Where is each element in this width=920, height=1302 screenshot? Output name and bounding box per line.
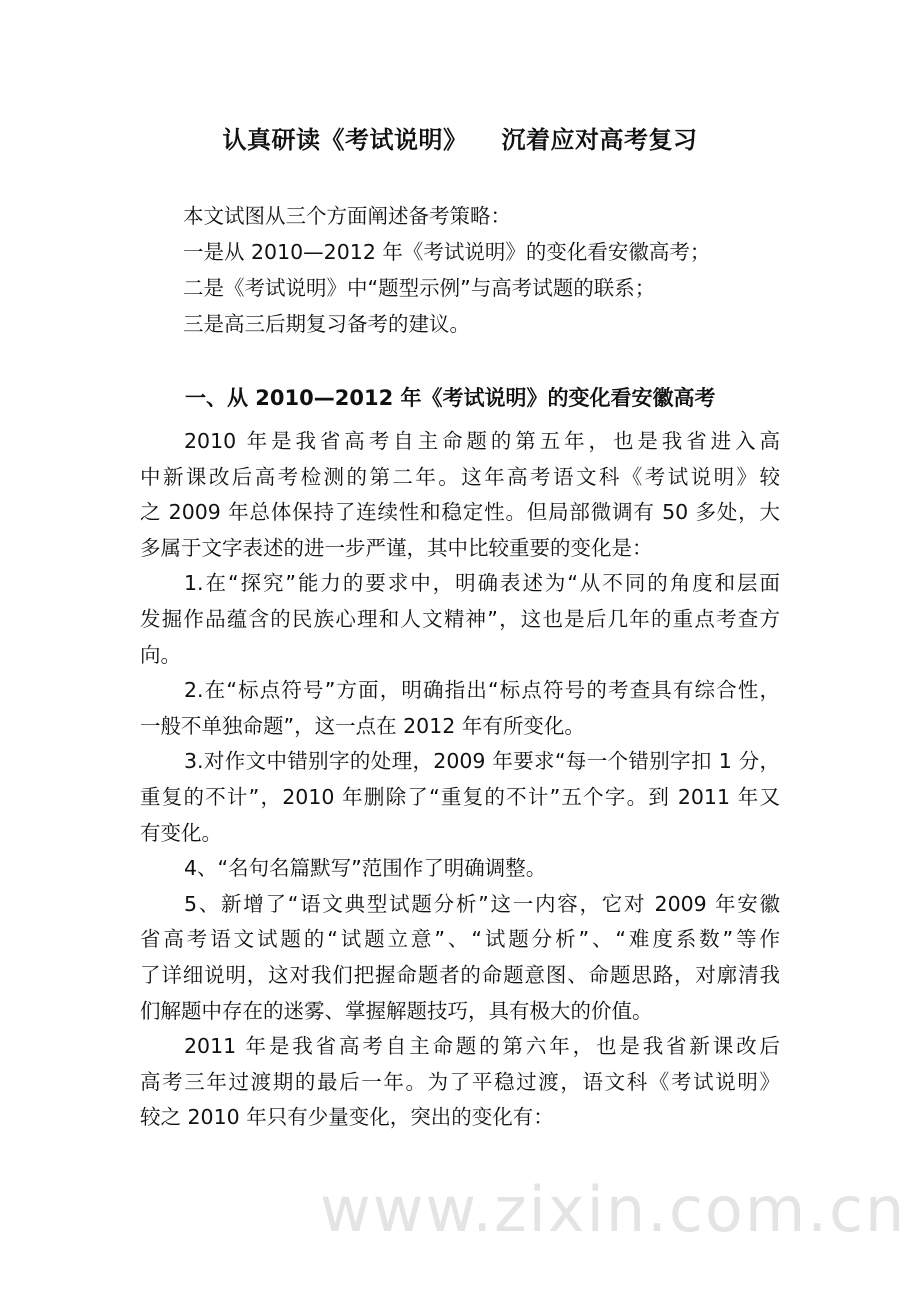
text-line: 省高考语文试题的“试题立意”、“试题分析”、“难度系数”等作: [140, 927, 780, 952]
paragraph: [140, 887, 780, 1029]
text-line: 向。: [140, 642, 181, 667]
text-line: 之 2009 年总体保持了连续性和稳定性。但局部微调有 50 多处，大: [140, 500, 780, 525]
intro-line: 一是从 2010—2012 年《考试说明》的变化看安徽高考；: [183, 240, 711, 264]
text-line: 2011 年是我省高考自主命题的第六年，也是我省新课改后: [184, 1034, 780, 1059]
text-line: 了详细说明，这对我们把握命题者的命题意图、命题思路，对廓清我: [140, 962, 780, 987]
text-line: 1.在“探究”能力的要求中，明确表述为“从不同的角度和层面: [184, 571, 780, 596]
text-line: 4、“名句名篇默写”范围作了明确调整。: [184, 856, 547, 881]
paragraph: [140, 566, 780, 673]
text-line: 高考三年过渡期的最后一年。为了平稳过渡，语文科《考试说明》: [140, 1069, 780, 1094]
paragraph: [140, 744, 780, 851]
title-part-2: 沉着应对高考复习: [501, 126, 698, 154]
text-line: 2.在“标点符号”方面，明确指出“标点符号的考查具有综合性，: [184, 678, 780, 703]
paragraph: [140, 1029, 780, 1136]
text-line: 有变化。: [140, 820, 222, 845]
text-line: 3.对作文中错别字的处理，2009 年要求“每一个错别字扣 1 分，: [184, 749, 780, 774]
document-title: [0, 120, 920, 155]
title-part-1: 认真研读《考试说明》: [222, 126, 468, 154]
text-line: 发掘作品蕴含的民族心理和人文精神”，这也是后几年的重点考查方: [140, 606, 780, 631]
intro-line: 二是《考试说明》中“题型示例”与高考试题的联系；: [183, 276, 656, 300]
text-line: 重复的不计”，2010 年删除了“重复的不计”五个字。到 2011 年又: [140, 784, 780, 809]
section-heading: 一、从 2010—2012 年《考试说明》的变化看安徽高考: [185, 386, 716, 410]
intro-line: 三是高三后期复习备考的建议。: [183, 312, 470, 336]
text-line: 多属于文字表述的进一步严谨，其中比较重要的变化是：: [140, 535, 653, 560]
body-text: [140, 424, 780, 1136]
paragraph: [140, 424, 780, 566]
text-line: 5、新增了“语文典型试题分析”这一内容，它对 2009 年安徽: [184, 891, 780, 916]
paragraph: [140, 673, 780, 744]
watermark: www.zixin.com.cn: [320, 1173, 907, 1246]
text-line: 一般不单独命题”，这一点在 2012 年有所变化。: [140, 713, 585, 738]
intro-line: 本文试图从三个方面阐述备考策略：: [183, 204, 511, 228]
text-line: 们解题中存在的迷雾、掌握解题技巧，具有极大的价值。: [140, 998, 653, 1023]
text-line: 较之 2010 年只有少量变化，突出的变化有：: [140, 1105, 554, 1130]
intro-list: [183, 198, 710, 342]
paragraph: [140, 851, 780, 887]
text-line: 中新课改后高考检测的第二年。这年高考语文科《考试说明》较: [140, 464, 780, 489]
text-line: 2010 年是我省高考自主命题的第五年，也是我省进入高: [184, 429, 780, 453]
